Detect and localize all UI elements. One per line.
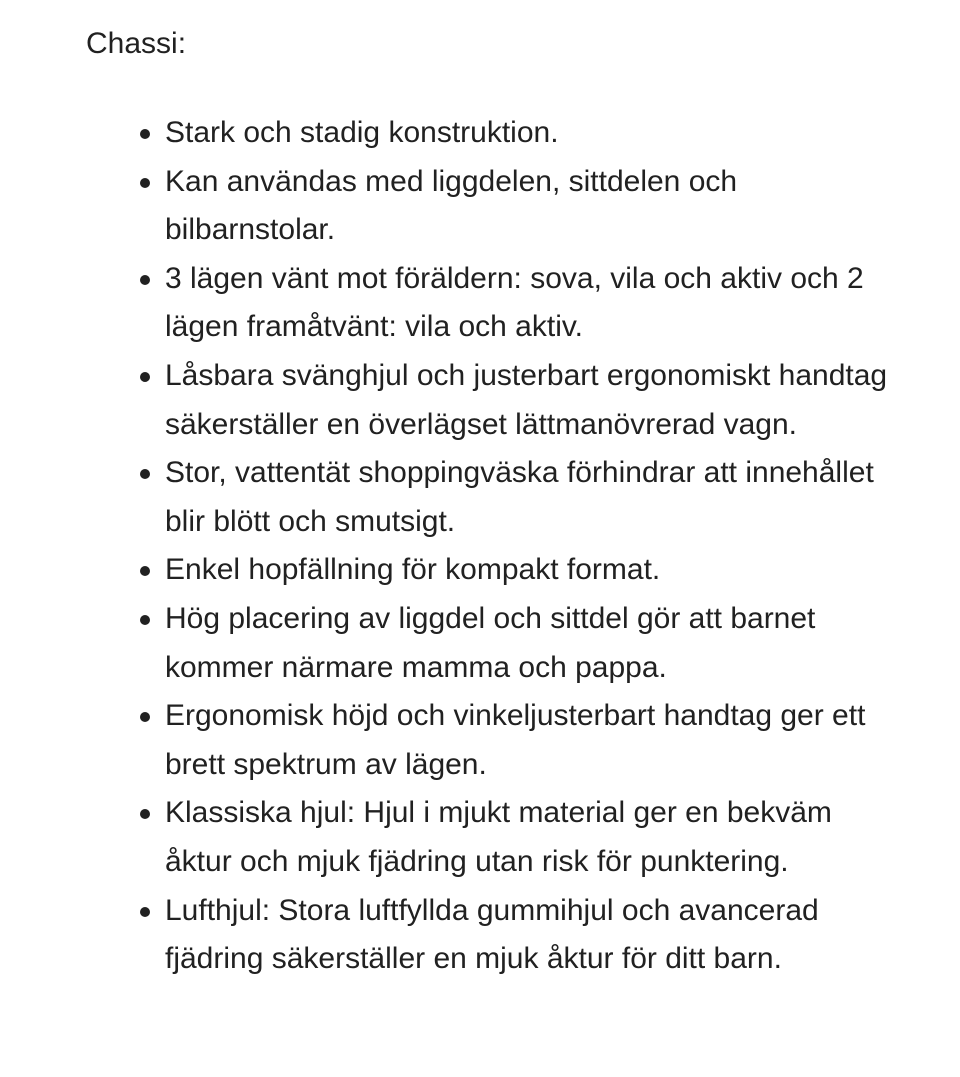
section-heading: Chassi:	[86, 27, 187, 60]
list-item-text: Ergonomisk höjd och vinkeljusterbart handtag ger ett brett spektrum av lägen.	[165, 699, 866, 781]
list-item	[165, 449, 900, 546]
list-item-text: Stark och stadig konstruktion.	[165, 116, 559, 149]
bullet-icon	[140, 178, 150, 188]
bullet-icon	[140, 129, 150, 139]
bullet-icon	[140, 615, 150, 625]
bullet-icon	[140, 469, 150, 479]
bullet-icon	[140, 907, 150, 917]
list-item-text: Enkel hopfällning för kompakt format.	[165, 553, 661, 587]
list-item	[165, 595, 900, 692]
bullet-icon	[140, 372, 150, 382]
list-item	[165, 789, 900, 886]
list-item-text: Hög placering av liggdel och sittdel gör att barnet kommer närmare mamma och pappa.	[165, 601, 816, 684]
list-item-text: Låsbara svänghjul och justerbart ergonomiskt handtag säkerställer en överlägset lättmanövrerad vagn.	[165, 358, 888, 441]
list-item-text: Lufthjul: Stora luftfyllda gummihjul och avancerad fjädring säkerställer en mjuk åktur för ditt barn.	[165, 893, 819, 976]
bullet-icon	[140, 809, 150, 819]
feature-list	[165, 109, 900, 984]
bullet-icon	[140, 566, 150, 576]
list-item	[165, 692, 900, 789]
list-item	[165, 352, 900, 449]
list-item-text: Klassiska hjul: Hjul i mjukt material ger en bekväm åktur och mjuk fjädring utan risk för punktering.	[165, 796, 832, 878]
list-item-text: 3 lägen vänt mot föräldern: sova, vila och aktiv och 2 lägen framåtvänt: vila och aktiv.	[165, 261, 864, 344]
bullet-icon	[140, 712, 150, 722]
list-item	[165, 158, 900, 255]
list-item-text: Stor, vattentät shoppingväska förhindrar att innehållet blir blött och smutsigt.	[165, 456, 874, 538]
list-item	[165, 255, 900, 352]
list-item	[165, 546, 900, 595]
list-item	[165, 109, 900, 158]
bullet-icon	[140, 275, 150, 285]
list-item-text: Kan användas med liggdelen, sittdelen och bilbarnstolar.	[165, 164, 738, 247]
list-item	[165, 887, 900, 984]
